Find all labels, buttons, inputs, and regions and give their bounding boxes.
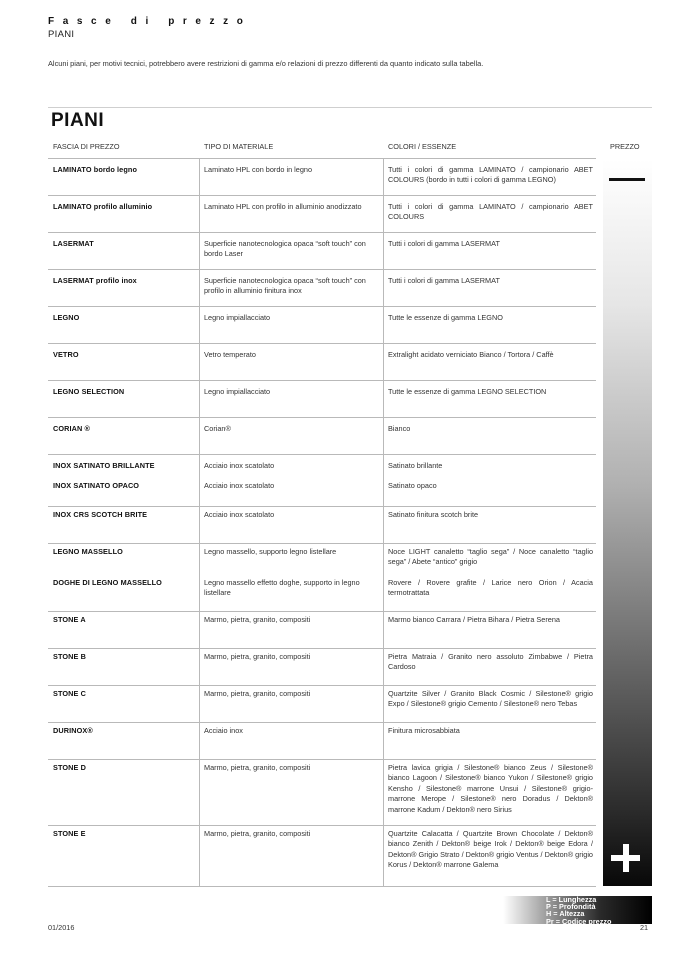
fascia-cell: STONE E [53, 829, 86, 838]
colori-cell: Extralight acidato verniciato Bianco / Tortora / Caffè [388, 350, 554, 359]
table-row [48, 195, 596, 233]
legend-lines [546, 896, 612, 925]
section-title: PIANI [51, 110, 105, 131]
legend-box [503, 896, 652, 924]
col-header-colori: COLORI / ESSENZE [388, 142, 457, 151]
fascia-cell: LEGNO SELECTION [53, 387, 125, 396]
minus-icon [609, 178, 645, 181]
fascia-cell: DURINOX® [53, 726, 93, 735]
fascia-cell: LASERMAT [53, 239, 94, 248]
table-row [48, 648, 596, 686]
colori-cell: Marmo bianco Carrara / Pietra Bihara / Pietra Serena [388, 615, 560, 624]
table-row [48, 306, 596, 344]
fascia-cell: STONE C [53, 689, 87, 698]
top-rule [48, 107, 652, 108]
tipo-cell: Marmo, pietra, granito, compositi [204, 763, 311, 772]
tipo-cell: Laminato HPL con profilo in alluminio anodizzato [204, 202, 362, 211]
tipo-cell: Marmo, pietra, granito, compositi [204, 615, 311, 624]
fascia-cell: LEGNO MASSELLO [53, 547, 123, 556]
fascia-cell: INOX SATINATO BRILLANTE [53, 461, 155, 470]
tipo-cell: Legno massello effetto doghe, supporto in legno listellare [204, 578, 360, 598]
colori-cell: Noce LIGHT canaletto “taglio sega” / Noce canaletto “taglio sega” / Abete “antico” grigio [388, 547, 593, 567]
tipo-cell: Acciaio inox scatolato [204, 461, 275, 470]
fascia-cell: LAMINATO profilo alluminio [53, 202, 153, 211]
tipo-cell: Acciaio inox scatolato [204, 510, 275, 519]
colori-cell: Finitura microsabbiata [388, 726, 460, 735]
tipo-cell: Acciaio inox scatolato [204, 481, 275, 490]
table-row [48, 685, 596, 723]
colori-cell: Tutti i colori di gamma LAMINATO / campionario ABET COLOURS (bordo in tutti i colori di gamma LEGNO) [388, 165, 593, 185]
table-row [48, 759, 596, 826]
col-header-tipo: TIPO DI MATERIALE [204, 142, 274, 151]
tipo-cell: Vetro temperato [204, 350, 256, 359]
colori-cell: Quartzite Calacatta / Quartzite Brown Chocolate / Dekton® bianco Zenith / Dekton® beige Irok / Dekton® beige Edora / Dekton® Grigio Strato / Dekton® grigio Ventus / Dekton® grigio Korus / Dekton® marrone Galema [388, 829, 593, 870]
page-number: 21 [640, 923, 649, 932]
fascia-cell: STONE B [53, 652, 87, 661]
tipo-cell: Laminato HPL con bordo in legno [204, 165, 313, 174]
footer-date: 01/2016 [48, 923, 75, 932]
tipo-cell: Legno massello, supporto legno listellare [204, 547, 337, 556]
header-subtitle: PIANI [48, 29, 75, 40]
colori-cell: Tutti i colori di gamma LASERMAT [388, 239, 500, 248]
fascia-cell: STONE D [53, 763, 87, 772]
colori-cell: Bianco [388, 424, 411, 433]
table-row [48, 158, 596, 196]
colori-cell: Tutti i colori di gamma LAMINATO / campionario ABET COLOURS [388, 202, 593, 222]
legend-l: L = Lunghezza [546, 895, 597, 904]
tipo-cell: Marmo, pietra, granito, compositi [204, 829, 311, 838]
fascia-cell: CORIAN ® [53, 424, 90, 433]
table-row [48, 825, 596, 887]
legend-h: H = Altezza [546, 909, 585, 919]
tipo-cell: Legno impiallacciato [204, 313, 271, 322]
colori-cell: Pietra lavica grigia / Silestone® bianco Zeus / Silestone® bianco Lagoon / Silestone® bianco Yukon / Silestone® grigio Kensho / Silestone® marrone Unsui / Silestone® grigio-marrone Merope / Silestone® nero Doradus / Dekton® marrone Kadum / Dekton® nero Sirius [388, 763, 593, 814]
table-row [48, 722, 596, 760]
tipo-cell: Corian® [204, 424, 231, 433]
colori-cell: Satinato finitura scotch brite [388, 510, 479, 519]
fascia-cell: INOX SATINATO OPACO [53, 481, 140, 490]
fascia-cell: DOGHE DI LEGNO MASSELLO [53, 578, 162, 587]
col-header-prezzo: PREZZO [610, 142, 640, 151]
intro-text: Alcuni piani, per motivi tecnici, potrebbero avere restrizioni di gamma e/o relazioni di prezzo differenti da quanto indicato sulla tabella. [48, 59, 484, 68]
table-row [48, 417, 596, 455]
colori-cell: Rovere / Rovere grafite / Larice nero Orion / Acacia termotrattata [388, 578, 593, 598]
table-row [48, 269, 596, 307]
colori-cell: Tutti i colori di gamma LASERMAT [388, 276, 500, 285]
table-row [48, 232, 596, 270]
legend-p: P = Profondità [546, 902, 596, 912]
table-row [48, 611, 596, 649]
fascia-cell: STONE A [53, 615, 86, 624]
fascia-cell: LASERMAT profilo inox [53, 276, 137, 285]
fascia-cell: LAMINATO bordo legno [53, 165, 138, 174]
table-row [48, 454, 596, 507]
tipo-cell: Marmo, pietra, granito, compositi [204, 689, 311, 698]
colori-cell: Tutte le essenze di gamma LEGNO SELECTION [388, 387, 547, 396]
fascia-cell: VETRO [53, 350, 79, 359]
table-row [48, 506, 596, 544]
table-row [48, 380, 596, 418]
header-title: Fasce di prezzo [48, 16, 252, 27]
colori-cell: Satinato brillante [388, 461, 443, 470]
colori-cell: Pietra Matraia / Granito nero assoluto Zimbabwe / Pietra Cardoso [388, 652, 593, 672]
legend-pr: Pr = Codice prezzo [546, 916, 612, 926]
tipo-cell: Legno impiallacciato [204, 387, 271, 396]
tipo-cell: Superficie nanotecnologica opaca “soft touch” con profilo in alluminio finitura inox [204, 276, 366, 296]
tipo-cell: Superficie nanotecnologica opaca “soft touch” con bordo Laser [204, 239, 366, 259]
colori-cell: Tutte le essenze di gamma LEGNO [388, 313, 503, 322]
colori-cell: Quartzite Silver / Granito Black Cosmic / Silestone® grigio Expo / Silestone® grigio Cemento / Silestone® nero Tebas [388, 689, 593, 709]
table-row [48, 343, 596, 381]
fascia-cell: INOX CRS SCOTCH BRITE [53, 510, 148, 519]
table-row [48, 543, 596, 612]
tipo-cell: Acciaio inox [204, 726, 243, 735]
colori-cell: Satinato opaco [388, 481, 437, 490]
col-header-fascia: FASCIA DI PREZZO [53, 142, 120, 151]
price-gradient-bar [603, 159, 652, 886]
fascia-cell: LEGNO [53, 313, 80, 322]
plus-icon-vertical [623, 844, 629, 872]
tipo-cell: Marmo, pietra, granito, compositi [204, 652, 311, 661]
